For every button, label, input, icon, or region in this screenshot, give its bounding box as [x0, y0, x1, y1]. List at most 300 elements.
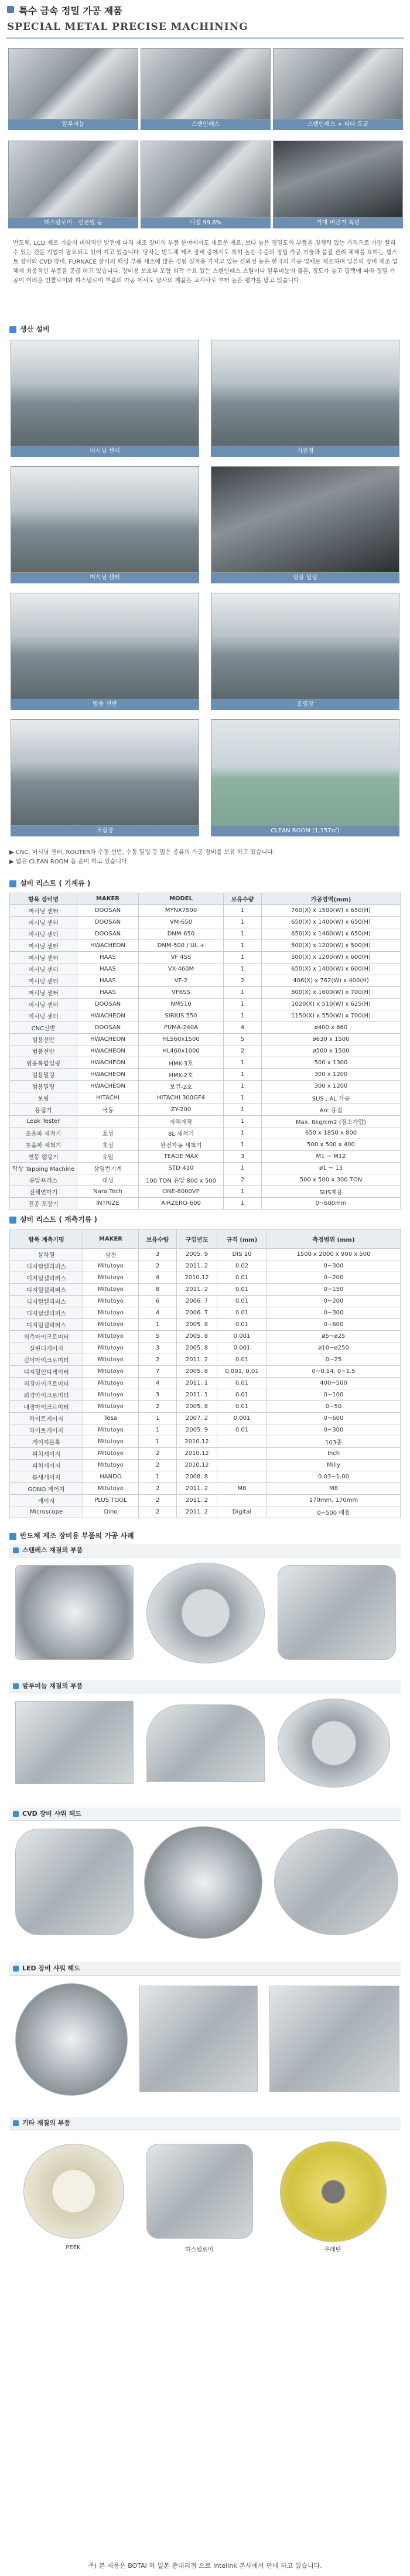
- table-cell: 2011. 2: [177, 1495, 217, 1506]
- product-card: [273, 141, 403, 228]
- column-header: 보유수량: [224, 893, 262, 905]
- table-cell: 0.01: [217, 1354, 267, 1366]
- table-cell: 0~200: [267, 1272, 401, 1284]
- table-cell: [217, 1471, 267, 1483]
- row-name-cell: 탁상 Tapping Machine: [10, 1163, 77, 1174]
- table-cell: HWACHEON: [77, 1034, 139, 1046]
- section-title-facility: [9, 323, 50, 335]
- row-name-cell: 디지털캘리퍼스: [10, 1296, 83, 1307]
- table-cell: SUS제용: [262, 1186, 401, 1198]
- table-cell: Mitutoyo: [83, 1366, 139, 1378]
- section-title-text: 설비 리스트 ( 기계류 ): [20, 879, 91, 887]
- group-title: 알루미늄 재질의 부품: [22, 1682, 83, 1690]
- product-photo: [273, 141, 403, 218]
- table-row: [10, 1163, 401, 1174]
- table-cell: 6: [139, 1296, 177, 1307]
- table-cell: 2: [224, 1174, 262, 1186]
- table-cell: 0.01: [217, 1307, 267, 1319]
- group-title: 기타 재질의 부품: [22, 2119, 71, 2127]
- table-cell: 0~600mm: [262, 1198, 401, 1210]
- facility-photo: [211, 466, 399, 573]
- table-cell: 2006. 7: [177, 1307, 217, 1319]
- table-row: [10, 1495, 401, 1506]
- instruments-table: [9, 1229, 401, 1518]
- table-cell: HL460x1000: [139, 1046, 224, 1057]
- table-row: [10, 1069, 401, 1081]
- table-cell: 406(X) x 762(W) x 400(H): [262, 975, 401, 987]
- table-cell: 103종: [267, 1436, 401, 1448]
- part-photo: [15, 1701, 134, 1784]
- table-cell: HANDO: [83, 1471, 139, 1483]
- table-row: [10, 1092, 401, 1104]
- table-row: [10, 987, 401, 999]
- table-cell: TEADE MAX: [139, 1151, 224, 1163]
- table-row: [10, 952, 401, 964]
- part-photo: [146, 1704, 265, 1782]
- table-cell: 8L 세척기: [139, 1128, 224, 1139]
- table-row: [10, 1424, 401, 1436]
- parts-group-header: [9, 1680, 401, 1693]
- part-photo: [269, 1986, 399, 2092]
- table-cell: 500(X) x 1200(W) x 600(H): [262, 952, 401, 964]
- table-row: [10, 1198, 401, 1210]
- group-title: 스텐레스 재질의 부품: [22, 1546, 83, 1554]
- table-cell: VF-2: [139, 975, 224, 987]
- table-cell: 400~500: [267, 1378, 401, 1389]
- table-cell: 4: [224, 1022, 262, 1034]
- table-cell: ONE-6000VP: [139, 1186, 224, 1198]
- table-row: [10, 975, 401, 987]
- table-cell: 1: [224, 987, 262, 999]
- table-cell: DOOSAN: [77, 1022, 139, 1034]
- footer-note: 주) 본 제품은 BOTAI 와 일본 총대리점 으로 Intelink 본사에서 판매 하고 있습니다.: [88, 2562, 322, 2570]
- facility-card: [11, 719, 199, 836]
- table-cell: 유일: [77, 1151, 139, 1163]
- table-cell: 0~200: [267, 1296, 401, 1307]
- table-cell: HITACHI 300GF4: [139, 1092, 224, 1104]
- product-caption: 테스탈로이 - 인콘넬 등: [8, 218, 138, 228]
- table-cell: [217, 1436, 267, 1448]
- table-cell: HAAS: [77, 964, 139, 975]
- page-title-en: SPECIAL METAL PRECISE MACHINING: [7, 21, 248, 33]
- product-card: [8, 48, 138, 130]
- table-cell: 2005. 8: [177, 1401, 217, 1413]
- table-cell: Tesa: [83, 1413, 139, 1424]
- table-row: [10, 1249, 401, 1260]
- product-photo: [141, 141, 271, 218]
- row-name-cell: 외경마이크로미터: [10, 1378, 83, 1389]
- table-cell: 2007. 2: [177, 1413, 217, 1424]
- table-cell: NM510: [139, 999, 224, 1010]
- table-cell: 0.001, 0.01: [217, 1366, 267, 1378]
- product-card: [141, 141, 271, 228]
- table-cell: 0~0.14, 0~1.5: [267, 1366, 401, 1378]
- table-row: [10, 1034, 401, 1046]
- product-photo: [8, 48, 138, 119]
- section-bullet-icon: [9, 880, 16, 887]
- row-name-cell: 머시닝 센터: [10, 999, 77, 1010]
- row-name-cell: 디지털캘리퍼스: [10, 1284, 83, 1296]
- section-bullet-icon: [9, 326, 16, 333]
- table-cell: 1: [224, 1186, 262, 1198]
- table-cell: 4: [139, 1307, 177, 1319]
- table-cell: 3: [224, 1151, 262, 1163]
- row-name-cell: 초음파 세척기: [10, 1128, 77, 1139]
- row-name-cell: 외경마이크로미터: [10, 1389, 83, 1401]
- row-name-cell: 머시닝 센터: [10, 952, 77, 964]
- table-cell: 1: [224, 1081, 262, 1092]
- facility-note-text: CNC, 머시닝 센터, ROUTER와 수동 선반, 수동 밀링 등 많은 종류의 가공 장비를 보유 하고 있습니다.: [15, 849, 275, 856]
- table-cell: 1: [224, 1057, 262, 1069]
- facility-card: [11, 593, 199, 710]
- product-caption: 스텐인레스 + 티타 도금: [273, 119, 403, 130]
- facility-caption: 조립장: [11, 826, 199, 836]
- part-photo: [146, 2144, 253, 2239]
- product-caption: 거대 버금거 폭넘: [273, 218, 403, 228]
- table-cell: 0.02: [217, 1260, 267, 1272]
- row-name-cell: 디지털인디게이터: [10, 1366, 83, 1378]
- row-name-cell: 머시닝 센터: [10, 1010, 77, 1022]
- row-name-cell: 진공 포장기: [10, 1198, 77, 1210]
- row-name-cell: 범용선반: [10, 1046, 77, 1057]
- table-cell: 1: [224, 1104, 262, 1116]
- table-cell: 효성: [77, 1128, 139, 1139]
- table-row: [10, 1460, 401, 1471]
- table-cell: [217, 1460, 267, 1471]
- row-name-cell: 틈새게이지: [10, 1471, 83, 1483]
- table-cell: 300 x 1200: [262, 1081, 401, 1092]
- table-cell: 0~500 배율: [267, 1506, 401, 1518]
- table-row: [10, 1413, 401, 1424]
- table-row: [10, 1307, 401, 1319]
- table-cell: 760(X) x 1500(W) x 650(H): [262, 905, 401, 917]
- parts-group-header: [9, 2117, 401, 2130]
- table-row: [10, 1260, 401, 1272]
- table-cell: DNM-650: [139, 928, 224, 940]
- table-cell: 0.01: [217, 1296, 267, 1307]
- table-cell: PLUS TOOL: [83, 1495, 139, 1506]
- table-cell: Mitutoyo: [83, 1284, 139, 1296]
- table-cell: VX-460M: [139, 964, 224, 975]
- table-cell: 170mm, 170mm: [267, 1495, 401, 1506]
- group-bullet-icon: [13, 1966, 19, 1972]
- table-cell: 완전자동 세척기: [139, 1139, 224, 1151]
- table-cell: 2010.12: [177, 1272, 217, 1284]
- table-cell: 2: [139, 1354, 177, 1366]
- table-cell: Mitutoyo: [83, 1401, 139, 1413]
- table-cell: DOOSAN: [77, 917, 139, 928]
- part-photo: [144, 1826, 262, 1939]
- product-photo: [8, 141, 138, 218]
- table-row: [10, 1081, 401, 1092]
- row-name-cell: 디지털캘리퍼스: [10, 1260, 83, 1272]
- facility-photo: [11, 593, 199, 699]
- table-cell: Mitutoyo: [83, 1260, 139, 1272]
- table-cell: PUMA-240A: [139, 1022, 224, 1034]
- table-cell: 1: [224, 952, 262, 964]
- table-cell: 2: [139, 1260, 177, 1272]
- table-cell: DOOSAN: [77, 999, 139, 1010]
- table-cell: 2011. 1: [177, 1378, 217, 1389]
- table-cell: 2011. 2: [177, 1483, 217, 1495]
- table-cell: Mitutoyo: [83, 1342, 139, 1354]
- table-cell: ø1 ~ 13: [262, 1163, 401, 1174]
- facility-note: ▶ CNC, 머시닝 센터, ROUTER와 수동 선반, 수동 밀링 등 많은 종류의 가공 장비를 보유 하고 있습니다.: [9, 849, 275, 856]
- table-cell: 0~600: [267, 1319, 401, 1331]
- table-cell: 1150(X) x 550(W) x 700(H): [262, 1010, 401, 1022]
- table-cell: 1: [224, 1069, 262, 1081]
- row-name-cell: 머시닝 센터: [10, 917, 77, 928]
- part-photo: [280, 2141, 387, 2242]
- table-cell: 1: [224, 940, 262, 952]
- table-cell: 삼천: [83, 1249, 139, 1260]
- table-cell: 2005. 8: [177, 1319, 217, 1331]
- table-cell: 2005. 9: [177, 1424, 217, 1436]
- table-cell: Mitutoyo: [83, 1354, 139, 1366]
- facility-card: [11, 340, 199, 457]
- table-cell: [77, 1116, 139, 1128]
- table-cell: [217, 1495, 267, 1506]
- table-row: [10, 1186, 401, 1198]
- table-row: [10, 1319, 401, 1331]
- table-cell: Milly: [267, 1460, 401, 1471]
- table-row: [10, 905, 401, 917]
- table-cell: Max. 8kg/cm2 (질소가압): [262, 1116, 401, 1128]
- table-cell: 보건-2호: [139, 1081, 224, 1092]
- table-cell: 2: [139, 1460, 177, 1471]
- row-name-cell: 연봉 랩핑기: [10, 1151, 77, 1163]
- table-cell: 2: [139, 1495, 177, 1506]
- group-bullet-icon: [13, 1811, 19, 1817]
- facility-card: [211, 593, 399, 710]
- table-cell: Nara Tech: [77, 1186, 139, 1198]
- table-cell: ø10~ø250: [267, 1342, 401, 1354]
- table-cell: HL560x1500: [139, 1034, 224, 1046]
- table-cell: 0.01: [217, 1319, 267, 1331]
- table-cell: ø500 x 1500: [262, 1046, 401, 1057]
- table-cell: Mitutoyo: [83, 1460, 139, 1471]
- table-cell: M8: [217, 1483, 267, 1495]
- row-name-cell: 하이트게이지: [10, 1413, 83, 1424]
- table-row: [10, 1471, 401, 1483]
- page-title-kr: 특수 금속 정밀 가공 제품: [19, 5, 122, 16]
- table-cell: SIRIUS 550: [139, 1010, 224, 1022]
- row-name-cell: 범용밀링: [10, 1081, 77, 1092]
- header-divider: [6, 37, 404, 39]
- table-row: [10, 1378, 401, 1389]
- table-row: [10, 1366, 401, 1378]
- part-caption: 우레탄: [324, 2247, 341, 2253]
- facility-caption: 거공정: [211, 446, 399, 457]
- row-name-cell: 머시닝 센터: [10, 928, 77, 940]
- group-bullet-icon: [13, 1683, 19, 1689]
- part-photo: [15, 1565, 134, 1660]
- table-row: [10, 1296, 401, 1307]
- table-cell: Mitutoyo: [83, 1272, 139, 1284]
- table-row: [10, 999, 401, 1010]
- table-cell: 1: [224, 1198, 262, 1210]
- table-cell: 2008. 8: [177, 1471, 217, 1483]
- table-row: [10, 1284, 401, 1296]
- section-title-parts: [9, 1530, 134, 1542]
- part-photo: [15, 1983, 128, 2096]
- facility-caption: 범용 밀링: [211, 573, 399, 583]
- part-photo: [274, 1829, 398, 1935]
- table-cell: 5: [139, 1331, 177, 1342]
- table-cell: 800(X) x 1600(W) x 700(H): [262, 987, 401, 999]
- facility-photo: [211, 340, 399, 446]
- facility-caption: 범용 선반: [11, 699, 199, 710]
- table-cell: 3: [139, 1342, 177, 1354]
- column-header: 보유수량: [139, 1229, 177, 1249]
- table-cell: 2011. 2: [177, 1506, 217, 1518]
- section-title-text: 설비 리스트 ( 계측기류 ): [20, 1215, 98, 1224]
- table-cell: 300 x 1200: [262, 1069, 401, 1081]
- table-cell: Mitutoyo: [83, 1331, 139, 1342]
- table-cell: 500 x 500 x 400: [262, 1139, 401, 1151]
- column-header: 규격 (mm): [217, 1229, 267, 1249]
- table-cell: 1: [224, 1116, 262, 1128]
- table-cell: 2006. 7: [177, 1296, 217, 1307]
- table-cell: 삼영컨기계: [77, 1163, 139, 1174]
- table-cell: 7: [139, 1366, 177, 1378]
- table-cell: 2: [139, 1506, 177, 1518]
- table-cell: M8: [267, 1483, 401, 1495]
- table-cell: 0.001: [217, 1413, 267, 1424]
- table-cell: HWACHEON: [77, 1057, 139, 1069]
- facility-card: [211, 340, 399, 457]
- section-title-text: 생산 설비: [20, 325, 50, 333]
- intro-text: 반도체, LCD 제조 기술의 비약적인 발전에 따라 제조 장비의 부품 분야에서도 새로운 재료, 보다 높은 정밀도의 부품을 경쟁력 있는 가격으로 가장 빨리 수 있는 전문 기업이 필요되고 있어 지고 있습니다. 당사는 반도체 제조 장비 중에서도 특히 높은 수준의 정밀 가공 기술과 품질 관리 체제를 요하는 챔스트 장비와 CVD 장비, FURNACE 장비의 핵심 부품 제조에 많은 경험 실적을 가지고 있는 신뢰성 높은 한국의 가공 업체로 제조하며 일본의 장비 제조 업체에 최종적인 부품을 공급 하고 있습니다. 장비용 보호부 포함 외곽 수요 있는 스텐인레스 스틸이나 알루미늄의 물론, 정도가 높고 광택에 따라 정밀 가공이 어려운 인콜로이와 하스텔로이 부품의 가공 에서도 당사의 제품은 고객사로 부터 높은 평가를 받고 있습니다.: [13, 240, 398, 284]
- table-cell: 2: [224, 1046, 262, 1057]
- table-cell: Mitutoyo: [83, 1436, 139, 1448]
- row-name-cell: Microscope: [10, 1506, 83, 1518]
- facility-caption: CLEAN ROOM (1,157㎡): [211, 826, 399, 836]
- group-title: CVD 장비 샤워 헤드: [22, 1810, 81, 1817]
- table-cell: 0~600: [267, 1413, 401, 1424]
- table-cell: 0.01: [217, 1272, 267, 1284]
- row-name-cell: 디지털캘리퍼스: [10, 1319, 83, 1331]
- table-cell: 2005. 8: [177, 1331, 217, 1342]
- facility-photo: [11, 719, 199, 826]
- product-photo: [273, 48, 403, 119]
- group-bullet-icon: [13, 1547, 19, 1553]
- table-cell: HWACHEON: [77, 1081, 139, 1092]
- product-card: [273, 48, 403, 130]
- table-cell: ZY-200: [139, 1104, 224, 1116]
- table-cell: 0~25: [267, 1354, 401, 1366]
- table-cell: 효성: [77, 1139, 139, 1151]
- table-cell: HMK-3호: [139, 1057, 224, 1069]
- row-name-cell: 게이지: [10, 1495, 83, 1506]
- table-cell: ø400 x 660: [262, 1022, 401, 1034]
- row-name-cell: 범용복합밀링: [10, 1057, 77, 1069]
- facility-card: [211, 466, 399, 583]
- table-cell: HWACHEON: [77, 1069, 139, 1081]
- table-cell: 2005. 9: [177, 1249, 217, 1260]
- table-cell: HWACHEON: [77, 1010, 139, 1022]
- table-cell: 2005. 8: [177, 1366, 217, 1378]
- table-cell: HITACHI: [77, 1092, 139, 1104]
- table-cell: ø630 x 1500: [262, 1034, 401, 1046]
- table-cell: 650(X) x 1400(W) x 600(H): [262, 964, 401, 975]
- table-cell: 2010.12: [177, 1436, 217, 1448]
- row-name-cell: 머시닝 센터: [10, 964, 77, 975]
- table-cell: 1: [224, 928, 262, 940]
- table-row: [10, 1151, 401, 1163]
- row-name-cell: GONO 게이지: [10, 1483, 83, 1495]
- table-cell: DIS 10: [217, 1249, 267, 1260]
- group-bullet-icon: [13, 2120, 19, 2126]
- table-row: [10, 1116, 401, 1128]
- row-name-cell: 범용밀링: [10, 1069, 77, 1081]
- table-cell: Mitutoyo: [83, 1483, 139, 1495]
- facility-photo: [211, 593, 399, 699]
- table-cell: Mitutoyo: [83, 1307, 139, 1319]
- table-cell: DNM-500 / UL +: [139, 940, 224, 952]
- table-cell: 650(X) x 1400(W) x 650(H): [262, 928, 401, 940]
- table-cell: 2: [139, 1401, 177, 1413]
- table-cell: 0~150: [267, 1284, 401, 1296]
- table-cell: SUS , AL 가공: [262, 1092, 401, 1104]
- table-row: [10, 1057, 401, 1069]
- table-cell: 0~50: [267, 1401, 401, 1413]
- table-cell: Dino: [83, 1506, 139, 1518]
- table-cell: HAAS: [77, 987, 139, 999]
- section-title-instruments: [9, 1214, 97, 1225]
- table-row: [10, 1448, 401, 1460]
- facility-caption: 머시닝 센터: [11, 446, 199, 457]
- row-name-cell: 실린더게이지: [10, 1342, 83, 1354]
- table-cell: VM-650: [139, 917, 224, 928]
- column-header: 항목 계측기명: [10, 1229, 83, 1249]
- table-cell: 1: [224, 1128, 262, 1139]
- column-header: 구입년도: [177, 1229, 217, 1249]
- product-card: [141, 48, 271, 130]
- table-cell: HMK-2호: [139, 1069, 224, 1081]
- table-row: [10, 1389, 401, 1401]
- table-cell: 650(X) x 1400(W) x 650(H): [262, 917, 401, 928]
- table-cell: 2: [139, 1448, 177, 1460]
- part-caption: PEEK: [66, 2244, 81, 2251]
- table-cell: 0~300: [267, 1260, 401, 1272]
- facility-photo: [11, 340, 199, 446]
- facility-note-text: 넓은 CLEAN ROOM 을 준비 하고 있습니다.: [15, 859, 129, 865]
- row-name-cell: 범용선반: [10, 1034, 77, 1046]
- table-cell: 2: [139, 1483, 177, 1495]
- table-header-row: [10, 893, 401, 905]
- table-row: [10, 1174, 401, 1186]
- row-name-cell: 게이지블록: [10, 1436, 83, 1448]
- table-cell: 2: [224, 975, 262, 987]
- row-name-cell: 디지털캘리퍼스: [10, 1307, 83, 1319]
- table-row: [10, 1506, 401, 1518]
- table-cell: 500 x 1300: [262, 1057, 401, 1069]
- row-name-cell: 유압프레스: [10, 1174, 77, 1186]
- part-photo: [146, 1563, 265, 1663]
- product-caption: 스텐인레스: [141, 119, 271, 130]
- table-row: [10, 1331, 401, 1342]
- table-cell: VF6SS: [139, 987, 224, 999]
- table-cell: 자체개작: [139, 1116, 224, 1128]
- table-cell: MYNX7500: [139, 905, 224, 917]
- table-cell: 0.01: [217, 1378, 267, 1389]
- facility-card: [211, 719, 399, 836]
- table-cell: 1: [139, 1413, 177, 1424]
- table-cell: 3: [139, 1249, 177, 1260]
- table-cell: Mitutoyo: [83, 1296, 139, 1307]
- table-cell: STD-410: [139, 1163, 224, 1174]
